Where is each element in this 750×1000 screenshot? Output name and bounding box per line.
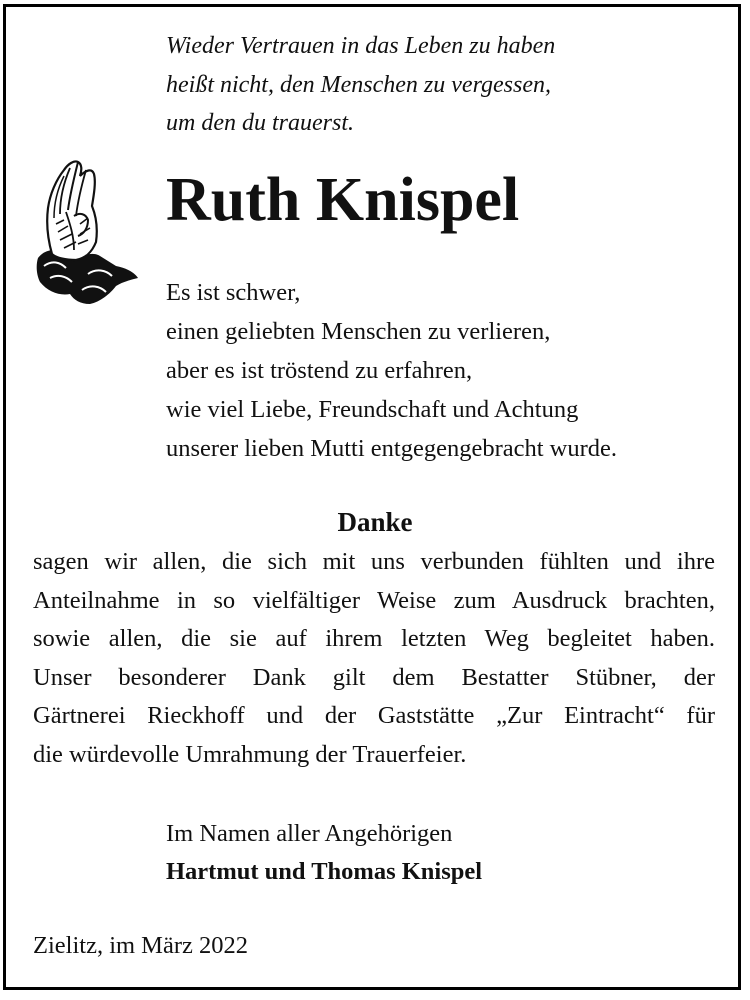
verse-line: unserer lieben Mutti entgegengebracht wurde. bbox=[166, 435, 618, 462]
thanks-heading: Danke bbox=[337, 507, 413, 537]
thanks-line: sowie allen, die sie auf ihrem letzten Weg begleitet haben. bbox=[33, 625, 715, 652]
verse-line: Es ist schwer, bbox=[166, 279, 301, 306]
motto-quote bbox=[166, 27, 555, 143]
thanks-paragraph bbox=[33, 543, 715, 774]
deceased-name: Ruth Knispel bbox=[166, 166, 520, 234]
place-and-date: Zielitz, im März 2022 bbox=[33, 932, 248, 959]
signoff-intro: Im Namen aller Angehörigen bbox=[166, 820, 453, 847]
motto-line: heißt nicht, den Menschen zu vergessen, bbox=[166, 71, 551, 98]
thanks-line: Unser besonderer Dank gilt dem Bestatter Stübner, der bbox=[33, 663, 715, 691]
thanks-line: Gärtnerei Rieckhoff und der Gaststätte „Zur Eintracht“ für bbox=[33, 702, 715, 729]
signoff bbox=[166, 815, 482, 891]
thanks-line: Anteilnahme in so vielfältiger Weise zum Ausdruck brachten, bbox=[33, 586, 715, 614]
thanks-line: die würdevolle Umrahmung der Trauerfeier. bbox=[33, 740, 467, 768]
verse-line: wie viel Liebe, Freundschaft und Achtung bbox=[166, 396, 579, 423]
verse-line: einen geliebten Menschen zu verlieren, bbox=[166, 318, 551, 345]
motto-line: um den du trauerst. bbox=[166, 110, 354, 136]
verse bbox=[166, 273, 617, 468]
praying-hands-icon bbox=[30, 154, 142, 306]
signoff-names: Hartmut und Thomas Knispel bbox=[166, 858, 483, 885]
motto-line: Wieder Vertrauen in das Leben zu haben bbox=[166, 33, 556, 59]
thanks-line: sagen wir allen, die sich mit uns verbunden fühlten und ihre bbox=[33, 548, 715, 575]
verse-line: aber es ist tröstend zu erfahren, bbox=[166, 357, 473, 384]
